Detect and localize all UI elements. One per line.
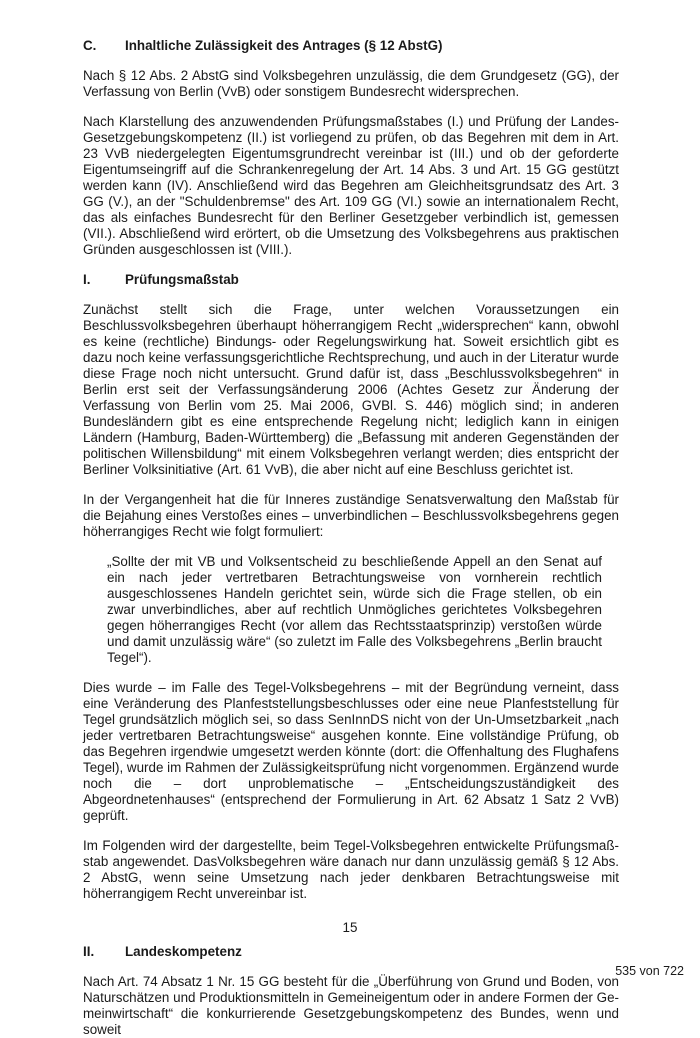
section-ii-heading <box>83 944 619 960</box>
page-number: 15 <box>342 920 358 935</box>
paragraph: Zunächst stellt sich die Frage, unter welchen Voraussetzungen ein Beschlussvolksbegehren überhaupt höherrangigem Recht „widersprechen“ kann, obwohl es keine (rechtliche) Bindungs- oder Regelungswirkung hat. Soweit ersichtlich gibt es dazu noch keine verfassungsgerichtliche Rechtsprechung, und auch in der Literatur wurde diese Frage noch nicht untersucht. Grund dafür ist, dass „Beschlussvolksbegehren“ in Berlin erst seit der Verfassungsänderung 2006 (Achtes Gesetz zur Änderung der Verfassung von Berlin vom 25. Mai 2006, GVBl. S. 446) möglich sind; in anderen Bundesländern gibt es eine entsprechende Regelung nicht; lediglich kann in einigen Ländern (Hamburg, Baden-Württemberg) die „Befassung mit anderen Gegenständen der politischen Willensbildung“ mit einem Volksbegehren verlangt werden; dies entspricht der Berliner Volksinitiative (Art. 61 VvB), die aber nicht auf eine Beschluss gerichtet ist. <box>83 302 619 477</box>
paragraph: Dies wurde – im Falle des Tegel-Volksbegehrens – mit der Begründung verneint, dass eine Veränderung des Planfeststellungsbeschlusses oder eine neue Planfeststellung für Tegel grundsätzlich möglich sei, so dass SenInnDS nicht von der Un-Umsetzbarkeit „nach jeder vertretbaren Betrachtungsweise“ ausgehen konnte. Eine vollständige Prüfung, ob das Begehren irgendwie umgesetzt werden könnte (dort: die Offenhaltung des Flughafens Tegel), wurde im Rahmen der Zulässigkeitsprüfung nicht vorgenommen. Ergänzend wurde noch die – dort unproblematische – „Entscheidungszuständigkeit des Abgeordnetenhauses“ (entsprechend der Formulierung in Art. 62 Absatz 1 Satz 2 VvB) geprüft. <box>83 680 619 823</box>
document-page <box>83 38 619 1038</box>
section-c-heading <box>83 38 619 54</box>
paragraph: Im Folgenden wird der dargestellte, beim Tegel-Volksbegehren entwickelte Prüfungsmaßstab angewendet. DasVolksbegehren wäre danach nur dann unzulässig gemäß § 12 Abs. 2 AbstG, wenn seine Umsetzung nach jeder denkbaren Betrachtungsweise mit höherrangigem Recht unvereinbar ist. <box>83 838 619 901</box>
section-c-number: C. <box>83 38 97 53</box>
paragraph: Nach Klarstellung des anzuwendenden Prüfungsmaßstabes (I.) und Prüfung der Landes-Gesetzgebungskompetenz (II.) ist vorliegend zu prüfen, ob das Begehren mit dem in Art. 23 VvB niedergelegten Eigentumsgrundrecht vereinbar ist (III.) und ob der geforderte Eigentumseingriff auf die Schrankenregelung der Art. 14 Abs. 3 und Art. 15 GG gestützt werden kann (IV). Anschließend wird das Begehren am Gleichheitsgrundsatz des Art. 3 GG (V.), an der "Schuldenbremse" des Art. 109 GG (VI.) sowie an internationalem Recht, das als einfaches Bundesrecht für den Berliner Gesetzgeber verbindlich ist, gemessen (VII.). Abschließend wird erörtert, ob die Umsetzung des Volksbegehrens aus praktischen Gründen ausgeschlossen ist (VIII.). <box>83 114 619 257</box>
paragraph: Nach § 12 Abs. 2 AbstG sind Volksbegehren unzulässig, die dem Grundgesetz (GG), der Verfassung von Berlin (VvB) oder sonstigem Bundesrecht widersprechen. <box>83 68 619 99</box>
section-i-heading <box>83 272 619 288</box>
paragraph: In der Vergangenheit hat die für Inneres zuständige Senatsverwaltung den Maßstab für die Bejahung eines Verstoßes eines – unverbindlichen – Beschlussvolksbegehrens gegen höherrangiges Recht wie folgt formuliert: <box>83 492 619 539</box>
section-i-title: Prüfungsmaßstab <box>125 272 239 287</box>
paragraph: Nach Art. 74 Absatz 1 Nr. 15 GG besteht für die „Überführung von Grund und Boden, von Naturschätzen und Produktionsmitteln in Gemeineigentum oder in andere Formen der Gemeinwirtschaft“ die konkurrierende Gesetzgebungskompetenz des Bundes, wenn und soweit <box>83 974 619 1037</box>
section-ii-number: II. <box>83 944 95 959</box>
section-i-number: I. <box>83 272 91 287</box>
section-ii-title: Landeskompetenz <box>125 944 242 959</box>
document-page-count: 535 von 722 <box>615 964 684 978</box>
block-quote: „Sollte der mit VB und Volksentscheid zu beschließende Appell an den Senat auf ein nach jeder vertretbaren Betrachtungsweise von vornherein rechtlich ausgeschlossenes Handeln gerichtet sein, würde sich die Frage stellen, ob ein zwar unverbindliches, aber auf rechtlich Unmögliches gerichtetes Volksbegehren gegen höherrangiges Recht (vor allem das Rechtsstaatsprinzip) verstoßen würde und damit unzulässig wäre“ (so zuletzt im Falle des Volksbegehrens „Berlin braucht Tegel“). <box>107 554 602 665</box>
section-c-title: Inhaltliche Zulässigkeit des Antrages (§ 12 AbstG) <box>125 38 443 53</box>
